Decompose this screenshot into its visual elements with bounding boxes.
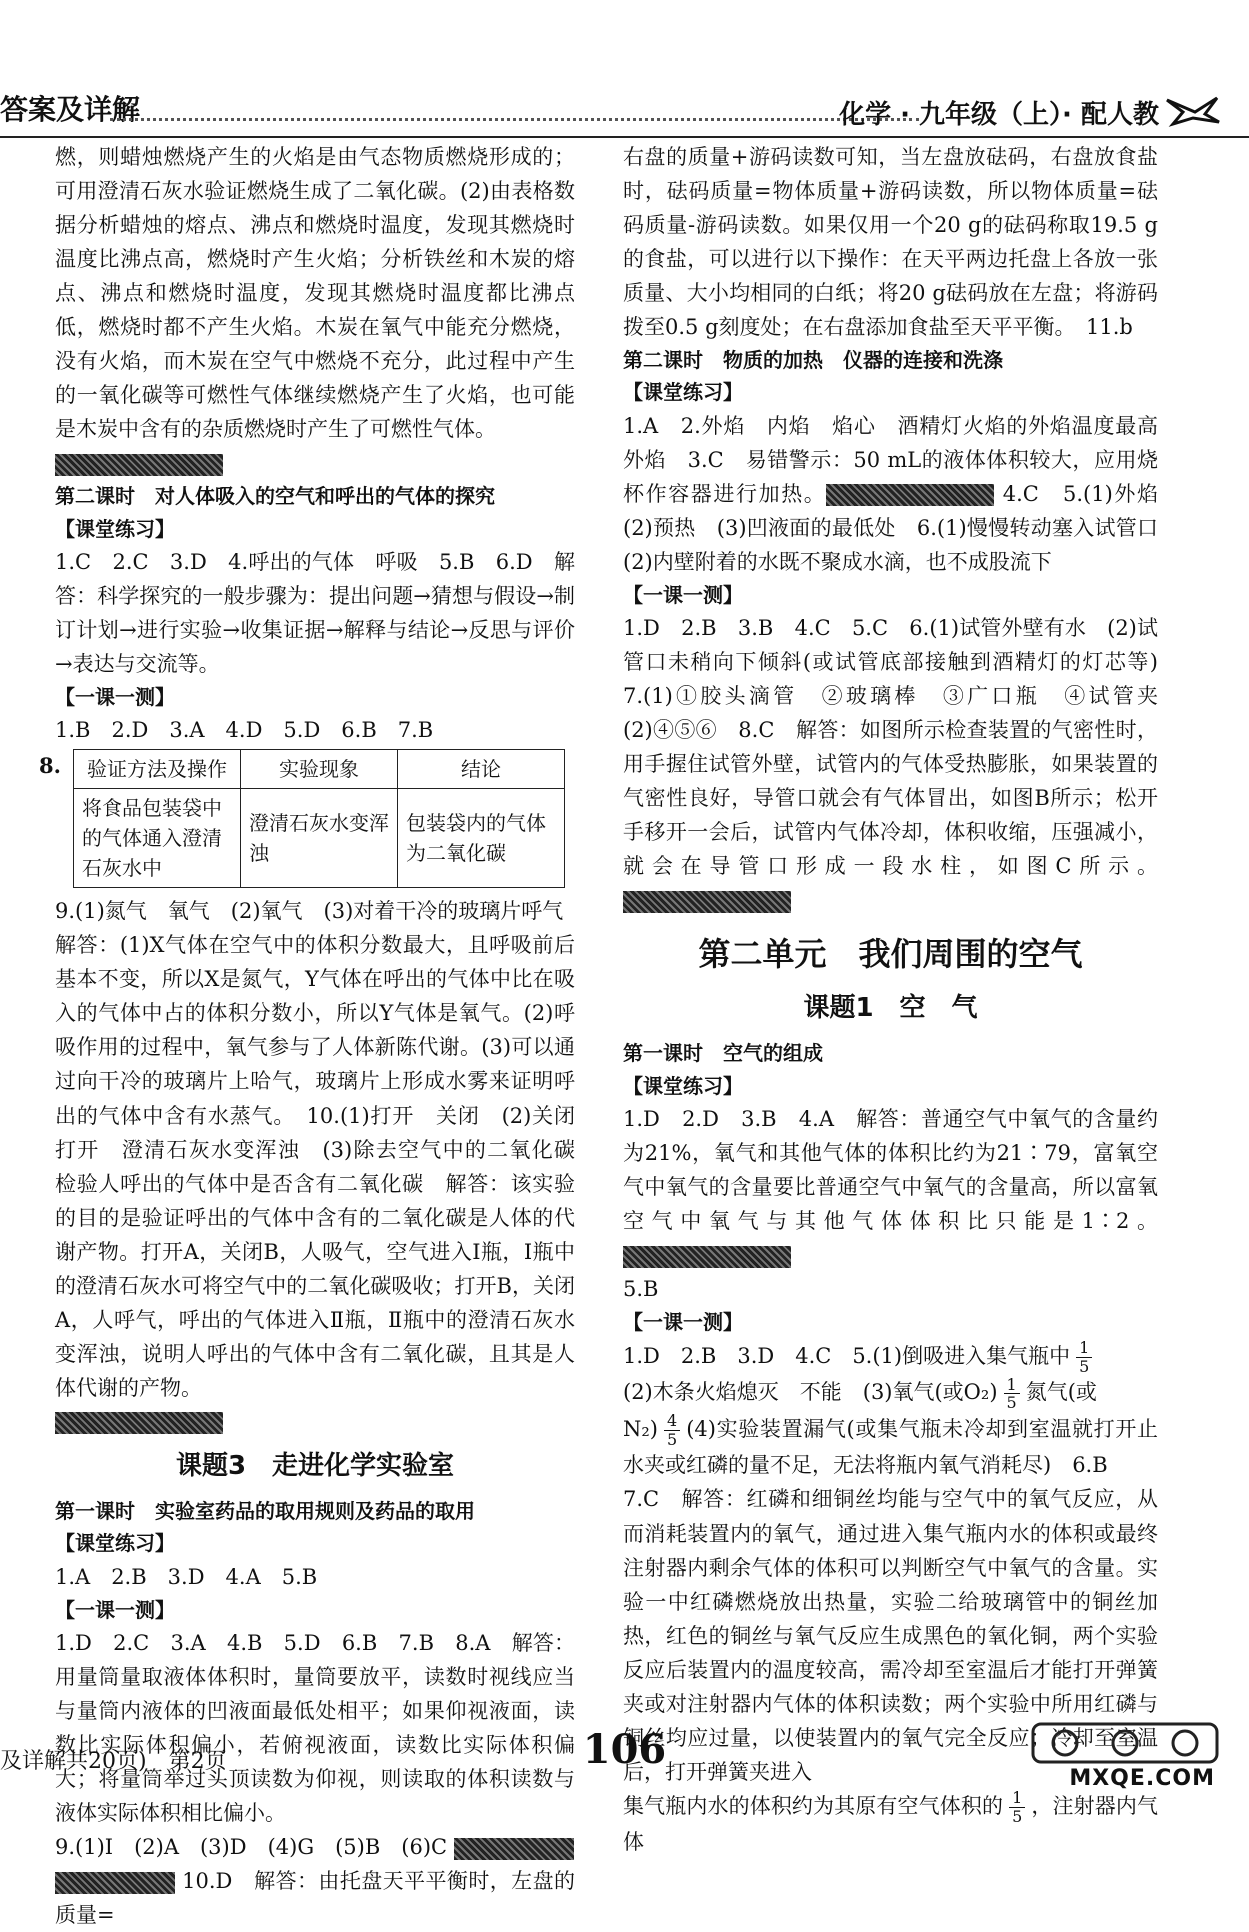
- redaction-block: [55, 454, 223, 476]
- topic3-q10-answer: [55, 1864, 575, 1932]
- q8-number: 8.: [39, 753, 61, 779]
- air-t2a-text: (2)木条火焰熄灭 不能 (3)氧气(或O₂): [623, 1380, 998, 1405]
- right-practice-answers: [623, 409, 1179, 579]
- redaction-block: [623, 891, 791, 913]
- air-q7: 7.C 解答：红磷和细铜丝均能与空气中的氧气反应，从而消耗装置内的氧气，通过进入集气瓶内水的体积或最终注射器内剩余气体的体积可以判断空气中氧气的含量。实验一中红磷燃烧放出热量，实验二给玻璃管中的铜丝加热，红色的铜丝与氧气反应生成黑色的氧化铜，两个实验反应后装置内的温度较高，需冷却至室温后才能打开弹簧夹或对注射器内气体的体积读数；两个实验中所用红磷与铜丝均应过量，以使装置内的氧气完全反应；冷却至室温后，打开弹簧夹进入: [623, 1487, 1158, 1784]
- page-number: 106: [582, 1726, 667, 1773]
- practice-text-2: 4.C 5.(1)外焰 (2)预热 (3)凹液面的最低处 6.(1)慢慢转动塞入试管口 (2)内壁附着的水既不聚成水滴，也不成股流下: [623, 481, 1179, 574]
- test-label: 【一课一测】: [623, 1310, 743, 1335]
- q8-header-conclusion: 结论: [398, 750, 565, 789]
- footer-left-text: 及详解共20页) 第2页: [0, 1749, 227, 1774]
- page-footer: [0, 1722, 1249, 1792]
- q8-header-phenomenon: 实验现象: [241, 750, 398, 789]
- frac-den: 5: [667, 1429, 678, 1449]
- air-practice-text: 1.D 2.D 3.B 4.A 解答：普通空气中氧气的含量约为21%，氧气和其他气体的体积比约为21∶79，富氧空气中氧气的含量要比普通空气中氧气的含量高，所以富氧空气中氧气与其他气体体积比只能是1∶2。: [623, 1107, 1158, 1234]
- topic3-title: 课题3 走进化学实验室: [175, 1450, 455, 1481]
- q8-table: [73, 749, 565, 888]
- air-q7-end-b: ，注射器内气体: [623, 1793, 1158, 1855]
- redaction-block: [454, 1838, 574, 1860]
- frac-num: 1: [1076, 1339, 1092, 1358]
- test-label: 【一课一测】: [55, 685, 175, 709]
- question-8: [39, 749, 575, 888]
- q9-explanation: 解答：(1)X气体在空气中的体积分数最大，且呼吸前后基本不变，所以X是氮气，Y气体在呼出的气体中比在吸入的气体中占的体积分数小，所以Y气体是氧气。(2)呼吸作用的过程中，氧气参与了人体新陈代谢。(3)可以通过向干冷的玻璃片上哈气，玻璃片上形成水雾来证明呼出的气体中含有水蒸气。 10.(1)打开 关闭 (2)关闭 打开 澄清石灰水变浑浊 (3)除去空气中的二氧化碳 检验人呼出的气体中是否含有二氧化碳 解答：该实验的目的是验证呼出的气体中含有的二氧化碳是人体的代谢产物。打开A，关闭B，人吸气，空气进入Ⅰ瓶，Ⅰ瓶中的澄清石灰水可将空气中的二氧化碳吸收；打开B，关闭A，人呼气，呼出的气体进入Ⅱ瓶，Ⅱ瓶中的澄清石灰水变浑浊，说明人呼出的气体中含有二氧化碳，且其是人体代谢的产物。: [55, 933, 596, 1400]
- fraction: [664, 1412, 680, 1448]
- frac-den: 5: [1079, 1356, 1090, 1376]
- right-lesson2-title: 第二课时 物质的加热 仪器的连接和洗涤: [623, 348, 1003, 373]
- air-t3b-text: (4)实验装置漏气(或集气瓶未冷却到室温就打开止水夹或红磷的量不足，无法将瓶内氧气消耗尽) 6.B: [623, 1416, 1158, 1478]
- q8-cell-phenomenon: 澄清石灰水变浑浊: [241, 789, 398, 888]
- fraction: [1004, 1376, 1020, 1412]
- air-q5: 5.B: [623, 1277, 659, 1302]
- topic1-title: 课题1 空 气: [803, 993, 978, 1024]
- practice-label: 【课堂练习】: [623, 1073, 743, 1098]
- lesson2-test-answers: 1.B 2.D 3.A 4.D 5.D 6.B 7.B: [55, 718, 434, 743]
- watermark-logo-text: MXQE.COM: [1069, 1766, 1215, 1791]
- unit-title: 第二单元 我们周围的空气: [698, 935, 1083, 974]
- air-test-line1: [623, 1339, 1158, 1376]
- header-left-title: 答案及详解: [0, 93, 141, 126]
- t3-q10-text: 10.D 解答：由托盘天平平衡时，左盘的质量=: [55, 1869, 575, 1928]
- air-test-line2: [623, 1375, 1158, 1412]
- header-right-title: 化学 · 九年级（上）· 配人教: [839, 100, 1159, 130]
- practice-label: 【课堂练习】: [623, 380, 743, 405]
- right-paragraph-1: 右盘的质量+游码读数可知，当左盘放砝码，右盘放食盐时，砝码质量=物体质量+游码读数，所以物体质量=砝码质量-游码读数。如果仅用一个20 g的砝码称取19.5 g的食盐，可以进行以下操作：在天平两边托盘上各放一张质量、大小均相同的白纸；将20 g砝码放在左盘；将游码拨至0.5 g刻度处；在右盘添加食盐至天平平衡。 11.b: [623, 145, 1158, 340]
- redaction-block: [55, 1872, 175, 1894]
- frac-den: 5: [1012, 1806, 1023, 1826]
- practice-text: 1.A 2.外焰 内焰 焰心 酒精灯火焰的外焰温度最高 外焰 3.C 易错警示：50 mL的液体体积较大，应用烧杯作容器进行加热。: [623, 413, 1179, 506]
- air-lesson1-title: 第一课时 空气的组成: [623, 1041, 823, 1066]
- air-practice-answers: [623, 1102, 1158, 1272]
- t3-q9-text: 9.(1)I (2)A (3)D (4)G (5)B (6)C: [55, 1835, 448, 1860]
- right-test-answers: [623, 611, 1179, 917]
- q9-answer: 9.(1)氮气 氧气 (2)氧气 (3)对着干冷的玻璃片呼气: [55, 899, 564, 924]
- fraction: [1076, 1339, 1092, 1375]
- lesson2-title: 第二课时 对人体吸入的空气和呼出的气体的探究: [55, 484, 495, 509]
- test-label: 【一课一测】: [623, 582, 743, 607]
- topic3-test-answers: 1.D 2.C 3.A 4.B 5.D 6.B 7.B 8.A 解答：用量筒量取液体体积时，量筒要放平，读数时视线应当与量筒内液体的凹液面最低处相平；如果仰视液面，读数比实际体积偏小，若俯视液面，读数比实际体积偏大；将量筒举过头顶读数为仰视，则读取的体积读数与液体实际体积相比偏小。: [55, 1630, 575, 1826]
- q8-cell-conclusion: 包装袋内的气体为二氧化碳: [398, 789, 565, 888]
- air-t1-text: 1.D 2.B 3.D 4.C 5.(1)倒吸进入集气瓶中: [623, 1343, 1071, 1368]
- frac-den: 5: [1006, 1393, 1017, 1413]
- topic3-practice-answers: 1.A 2.B 3.D 4.A 5.B: [55, 1564, 318, 1589]
- frac-num: 1: [1009, 1789, 1025, 1808]
- test-label: 【一课一测】: [55, 1597, 175, 1622]
- test-text: 1.D 2.B 3.B 4.C 5.C 6.(1)试管外壁有水 (2)试管口未稍向下倾斜(或试管底部接触到酒精灯的灯芯等) 7.(1)①胶头滴管 ②玻璃棒 ③广口瓶 ④试管夹 (2)④⑤⑥ 8.C 解答：如图所示检查装置的气密性时，用手握住试管外壁，试管内的气体受热膨胀，如果装置的气密性良好，导管口就会有气体冒出，如图B所示；松开手移开一会后，试管内气体冷却，体积收缩，压强减小，就会在导管口形成一段水柱，如图C所示。: [623, 616, 1179, 879]
- practice-label: 【课堂练习】: [55, 1531, 175, 1556]
- redaction-block: [826, 484, 994, 506]
- air-t3a-text: N₂): [623, 1416, 658, 1441]
- left-column: [39, 140, 596, 1932]
- q8-cell-method: 将食品包装袋中的气体通入澄清石灰水中: [74, 789, 241, 888]
- topic3-lesson1-title: 第一课时 实验室药品的取用规则及药品的取用: [55, 1498, 475, 1523]
- bird-logo-icon: [1165, 92, 1221, 128]
- left-paragraph-1: 燃，则蜡烛燃烧产生的火焰是由气态物质燃烧形成的；可用澄清石灰水验证燃烧生成了二氧化碳。(2)由表格数据分析蜡烛的熔点、沸点和燃烧时温度，发现其燃烧时温度比沸点高，燃烧时产生火焰；分析铁丝和木炭的熔点、沸点和燃烧时温度，发现其燃烧时温度都比沸点低，燃烧时都不产生火焰。木炭在氧气中能充分燃烧，没有火焰，而木炭在空气中燃烧不充分，此过程中产生的一氧化碳等可燃性气体继续燃烧产生了火焰，也可能是木炭中含有的杂质燃烧时产生了可燃性气体。: [55, 145, 575, 442]
- header-rule: [0, 136, 1249, 138]
- air-q7-end: [623, 1789, 1158, 1860]
- lesson2-answers: 1.C 2.C 3.D 4.呼出的气体 呼吸 5.B 6.D 解答：科学探究的一般步骤为：提出问题→猜想与假设→制订计划→进行实验→收集证据→解释与结论→反思与评价→表达与交流等。: [55, 549, 575, 676]
- frac-num: 4: [664, 1412, 680, 1431]
- air-q7-end-a: 集气瓶内水的体积约为其原有空气体积的: [623, 1793, 1004, 1818]
- right-column: [623, 140, 1179, 1859]
- air-test-line3: [623, 1412, 1158, 1483]
- air-t2b-text: 氮气(或: [1025, 1380, 1097, 1405]
- redaction-block: [55, 1412, 223, 1434]
- practice-label: 【课堂练习】: [55, 516, 175, 541]
- topic3-q9-answer: [55, 1830, 575, 1864]
- frac-num: 1: [1004, 1376, 1020, 1395]
- fraction: [1009, 1789, 1025, 1825]
- page-header: [0, 0, 1249, 138]
- header-dotted-rule: [110, 118, 919, 121]
- redaction-block: [623, 1246, 791, 1268]
- q8-header-method: 验证方法及操作: [74, 750, 241, 789]
